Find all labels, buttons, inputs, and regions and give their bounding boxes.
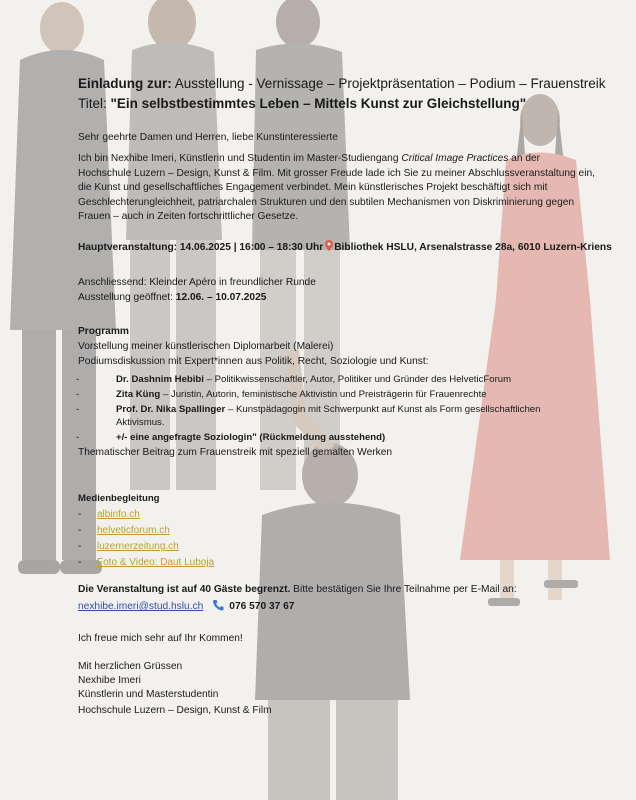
invitation-heading xyxy=(78,76,606,91)
program-name: Critical Image Practices xyxy=(401,153,509,164)
closing-line: Ich freue mich sehr auf Ihr Kommen! xyxy=(78,633,243,644)
speaker-name: Prof. Dr. Nika Spallinger xyxy=(116,404,226,415)
signature-role: Künstlerin und Masterstudentin xyxy=(78,689,219,700)
main-event-location: Bibliothek HSLU, Arsenalstrasse 28a, 6010 Luzern-Kriens xyxy=(334,242,612,253)
program-closing: Thematischer Beitrag zum Frauenstreik mit speziell gemalten Werken xyxy=(78,447,393,458)
media-item: - helveticforum.ch xyxy=(78,525,170,536)
media-item: - albinfo.ch xyxy=(78,509,140,520)
intro-line: Ich bin Nexhibe Imeri, Künstlerin und Studentin im Master-Studiengang Critical Image Practices an der xyxy=(78,153,541,164)
speaker-desc: – Juristin, Autorin, feministische Aktivistin und Preisträgerin für Frauenrechte xyxy=(160,389,487,400)
speaker-desc: – Politikwissenschaftler, Autor, Politiker und Gründer des HelveticForum xyxy=(203,374,512,385)
phone-icon xyxy=(212,599,225,611)
guest-limit: Die Veranstaltung ist auf 40 Gäste begrenzt. xyxy=(78,584,291,595)
speaker-name: Zita Küng xyxy=(116,389,161,400)
speaker-desc: – Kunstpädagogin mit Schwerpunkt auf Kunst als Form gesellschaftlichen xyxy=(225,404,541,415)
speaker-name: +/- eine angefragte Soziologin" (Rückmeldung ausstehend) xyxy=(116,432,386,443)
salutation: Sehr geehrte Damen und Herren, liebe Kunstinteressierte xyxy=(78,132,338,143)
email-link[interactable]: nexhibe.imeri@stud.hslu.ch xyxy=(78,601,204,612)
program-line: Podiumsdiskussion mit Expert*innen aus Politik, Recht, Soziologie und Kunst: xyxy=(78,356,429,367)
intro-line: Hochschule Luzern – Design, Kunst & Film. Mit grosser Freude lade ich Sie zu meiner Abschlussveranstaltung ein, xyxy=(78,167,595,179)
program-heading: Programm xyxy=(78,326,129,337)
media-link[interactable]: helveticforum.ch xyxy=(97,525,170,536)
intro-paragraph xyxy=(78,152,595,225)
media-link[interactable]: Foto & Video: Daut Luboja xyxy=(97,557,215,568)
intro-line: Frauen – auch in Zeiten fortschrittlicher Gesetze. xyxy=(78,211,299,223)
speaker-name: Dr. Dashnim Hebibi xyxy=(116,374,204,385)
exhibition-line: Ausstellung geöffnet: 12.06. – 10.07.2025 xyxy=(78,292,267,303)
signature-name: Nexhibe Imeri xyxy=(78,675,141,686)
intro-line: die Kunst und gesellschaftliches Engagement verbindet. Mein künstlerisches Projekt beschäftigt sich mit xyxy=(78,182,548,194)
media-link[interactable]: luzernerzeitung.ch xyxy=(97,541,179,552)
title-label: Titel: xyxy=(78,96,111,111)
main-event-date-time: Hauptveranstaltung: 14.06.2025 | 16:00 – 18:30 Uhr xyxy=(78,242,324,253)
program-line: Vorstellung meiner künstlerischen Diplomarbeit (Malerei) xyxy=(78,341,334,352)
intro-line: Geschlechterungleichheit, patriarchalen Strukturen und den subtilen Mechanismen von Diskriminierung gegen xyxy=(78,196,575,208)
contact-line xyxy=(78,599,294,615)
exhibition-dates: 12.06. – 10.07.2025 xyxy=(175,292,267,303)
rsvp-request: Bitte bestätigen Sie Ihre Teilnahme per E-Mail an: xyxy=(290,584,517,595)
signature-school: Hochschule Luzern – Design, Kunst & Film xyxy=(78,705,272,716)
signature-greeting: Mit herzlichen Grüssen xyxy=(78,661,183,672)
speaker-desc-continued: Aktivismus. xyxy=(116,417,165,428)
speaker-item: - Dr. Dashnim Hebibi – Politikwissenschaftler, Autor, Politiker und Gründer des HelveticForum xyxy=(76,374,512,385)
title-heading xyxy=(78,96,526,111)
media-link[interactable]: albinfo.ch xyxy=(97,509,140,520)
speaker-item: - Prof. Dr. Nika Spallinger – Kunstpädagogin mit Schwerpunkt auf Kunst als Form gesellschaftlichen xyxy=(76,404,541,415)
apero-line: Anschliessend: Kleinder Apéro in freundlicher Runde xyxy=(78,277,316,288)
speaker-item: - +/- eine angefragte Soziologin" (Rückmeldung ausstehend) xyxy=(76,432,386,443)
title-text: "Ein selbstbestimmtes Leben – Mittels Kunst zur Gleichstellung" xyxy=(110,96,527,111)
main-event xyxy=(78,240,612,256)
speaker-item: - Zita Küng – Juristin, Autorin, feministische Aktivistin und Preisträgerin für Frauenrechte xyxy=(76,389,487,400)
media-item: - Foto & Video: Daut Luboja xyxy=(78,557,215,568)
media-item: - luzernerzeitung.ch xyxy=(78,541,179,552)
location-pin-icon xyxy=(325,240,333,251)
phone-number: 076 570 37 67 xyxy=(229,601,295,612)
rsvp-line xyxy=(78,583,517,598)
media-heading: Medienbegleitung xyxy=(78,493,160,504)
invitation-label: Einladung zur: xyxy=(78,76,172,91)
invitation-text: Ausstellung - Vernissage – Projektpräsentation – Podium – Frauenstreik xyxy=(171,76,606,91)
